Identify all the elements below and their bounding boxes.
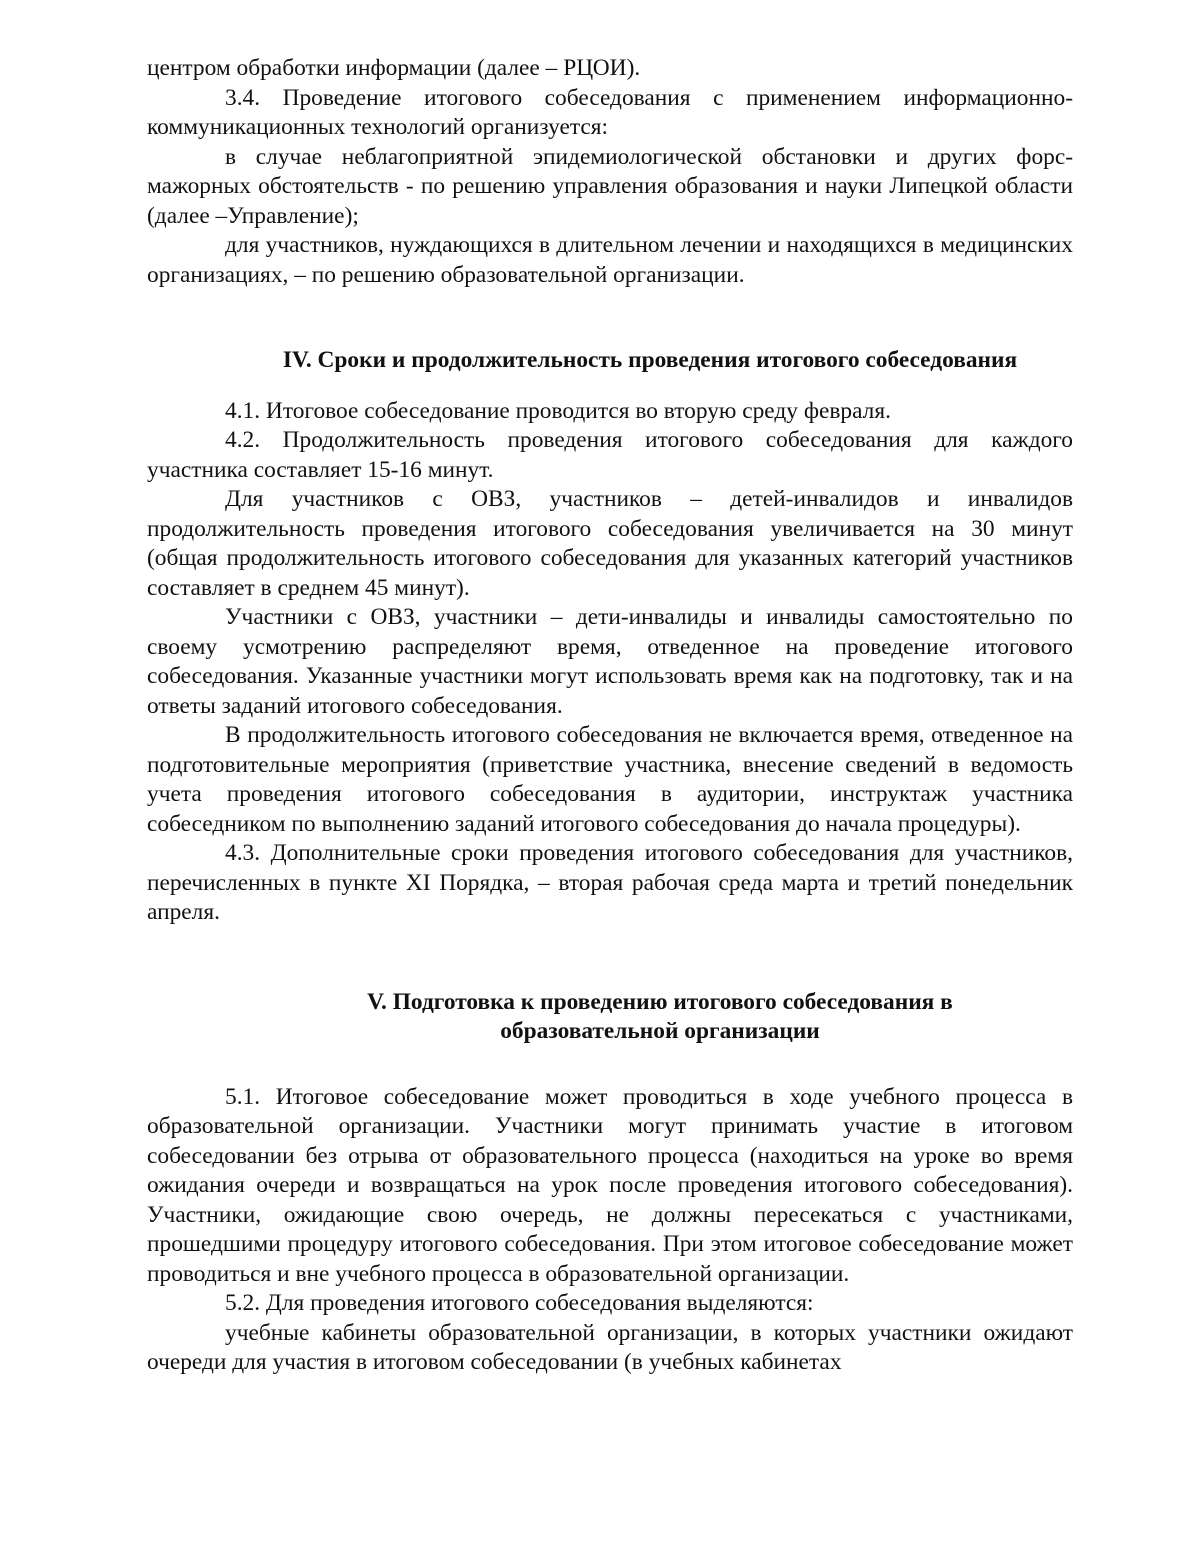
paragraph-5-1: 5.1. Итоговое собеседование может проводиться в ходе учебного процесса в образовательной организации. Участники могут принимать участие в итоговом собеседовании без отрыва от образовательного процесса (находиться на уроке во время ожидания очереди и возвращаться на урок после проведения итогового собеседования). Участники, ожидающие свою очередь, не должны пересекаться с участниками, прошедшими процедуру итогового собеседования. При этом итоговое собеседование может проводиться и вне учебного процесса в образовательной организации. xyxy=(147,1083,1073,1287)
paragraph-5-2: 5.2. Для проведения итогового собеседования выделяются: xyxy=(225,1290,814,1316)
paragraph-4-2-c: В продолжительность итогового собеседования не включается время, отведенное на подготовительные мероприятия (приветствие участника, внесение сведений в ведомость учета проведения итогового собеседования в аудитории, инструктаж участника собеседником по выполнению заданий итогового собеседования до начала процедуры). xyxy=(147,722,1073,837)
section-4-title: IV. Сроки и продолжительность проведения итогового собеседования xyxy=(282,347,1018,373)
paragraph-4-2: 4.2. Продолжительность проведения итогового собеседования для каждого участника составляет 15-16 минут. xyxy=(147,427,1073,483)
paragraph-4-2-a: Для участников с ОВЗ, участников – детей-инвалидов и инвалидов продолжительность проведения итогового собеседования увеличивается на 30 минут (общая продолжительность итогового собеседования для указанных категорий участников составляет в среднем 45 минут). xyxy=(147,486,1073,601)
paragraph-3-4-a: в случае неблагоприятной эпидемиологической обстановки и других форс-мажорных обстоятельств - по решению управления образования и науки Липецкой области (далее –Управление); xyxy=(147,143,1073,229)
paragraph-3-4: 3.4. Проведение итогового собеседования с применением информационно-коммуникационных технологий организуется: xyxy=(147,84,1073,140)
paragraph-4-3: 4.3. Дополнительные сроки проведения итогового собеседования для участников, перечисленных в пункте XI Порядка, – вторая рабочая среда марта и третий понедельник апреля. xyxy=(147,840,1073,925)
paragraph-continuation: центром обработки информации (далее – РЦОИ). xyxy=(147,55,641,81)
section-5-title: V. Подготовка к проведению итогового собеседования в образовательной организации xyxy=(367,988,953,1044)
paragraph-3-4-b: для участников, нуждающихся в длительном лечении и находящихся в медицинских организациях, – по решению образовательной организации. xyxy=(147,232,1073,288)
paragraph-4-2-b: Участники с ОВЗ, участники – дети-инвалиды и инвалиды самостоятельно по своему усмотрению распределяют время, отведенное на проведение итогового собеседования. Указанные участники могут использовать время как на подготовку, так и на ответы заданий итогового собеседования. xyxy=(147,604,1073,719)
document-page xyxy=(147,54,1073,1378)
paragraph-5-2-a: учебные кабинеты образовательной организации, в которых участники ожидают очереди для участия в итоговом собеседовании (в учебных кабинетах xyxy=(147,1319,1073,1375)
paragraph-4-1: 4.1. Итоговое собеседование проводится во вторую среду февраля. xyxy=(225,397,891,424)
